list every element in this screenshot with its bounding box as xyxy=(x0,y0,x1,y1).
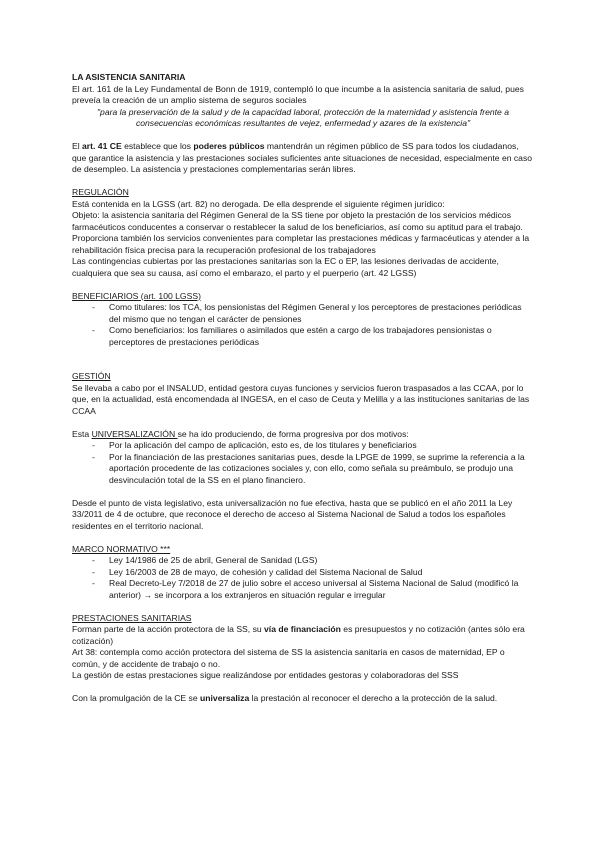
regulacion-heading: REGULACIÓN xyxy=(72,187,129,197)
prestaciones-paragraph: Forman parte de la acción protectora de la SS, su vía de financiación es presupuestos y no cotización (antes sólo era cotización) xyxy=(72,624,525,646)
regulacion-line: Objeto: la asistencia sanitaria del Régimen General de la SS tiene por objeto la prestación de los servicios médicos farmacéuticos conducentes a conservar o restablecer la salud de los beneficiarios, así como su aptitud para el trabajo. xyxy=(72,210,523,232)
intro-paragraph: El art. 161 de la Ley Fundamental de Bonn de 1919, contempló lo que incumbe a la asistencia sanitaria de salud, pues preveía la creación de un amplio sistema de seguros sociales xyxy=(72,83,524,105)
prestaciones-paragraph: Art 38: contempla como acción protectora del sistema de SS la asistencia sanitaria en casos de maternidad, EP o común, y de accidente de trabajo o no. xyxy=(72,647,505,669)
regulacion-line: Está contenida en la LGSS (art. 82) no derogada. De ella desprende el siguiente régimen jurídico: xyxy=(72,198,445,209)
beneficiarios-list xyxy=(72,302,534,348)
regulacion-line: Las contingencias cubiertas por las prestaciones sanitarias son la EC o EP, las lesiones derivadas de accidente, cualquiera que sea su causa, así como el embarazo, el parto y el puerperio (art. 42 LGSS) xyxy=(72,256,499,278)
gestion-paragraph: Se llevaba a cabo por el INSALUD, entidad gestora cuyas funciones y servicios fueron traspasados a las CCAA, por lo que, en la actualidad, está encomendada al INGESA, en el caso de Ceuta y Melilla y a las instituciones sanitarias de las CCAA xyxy=(72,382,530,416)
beneficiarios-heading: BENEFICIARIOS (art. 100 LGSS) xyxy=(72,290,201,301)
marco-list xyxy=(72,555,534,601)
prestaciones-paragraph: La gestión de estas prestaciones sigue realizándose por entidades gestoras y colaboradoras del SSS xyxy=(72,670,459,680)
prestaciones-heading: PRESTACIONES SANITARIAS xyxy=(72,612,192,623)
universalizacion-intro: Esta UNIVERSALIZACIÓN se ha ido produciendo, de forma progresiva por dos motivos: xyxy=(72,428,409,439)
gestion-heading: GESTIÓN xyxy=(72,371,111,381)
quote-paragraph: "para la preservación de la salud y de la capacidad laboral, protección de la maternidad y asistencia frente a consecuencias económicas resultantes de vejez, enfermedad y azares de la existencia" xyxy=(97,106,509,128)
list-item: - Por la financiación de las prestaciones sanitarias pues, desde la LPGE de 1999, se suprime la referencia a la aportación procedente de las cotizaciones sociales y, con ello, como señala su preámbulo, se produjo una desvinculación total de la SS en el plano financiero. xyxy=(92,452,534,487)
list-item: - Ley 16/2003 de 28 de mayo, de cohesión y calidad del Sistema Nacional de Salud xyxy=(92,567,534,579)
list-item: - Como beneficiarios: los familiares o asimilados que estén a cargo de los trabajadores pensionistas o perceptores de prestaciones periódicas xyxy=(92,325,534,348)
universalizacion-list xyxy=(72,440,534,486)
list-item: - Como titulares: los TCA, los pensionistas del Régimen General y los perceptores de prestaciones periódicas del mismo que no tengan el carácter de pensiones xyxy=(92,302,534,325)
regulacion-line: Proporciona también los servicios convenientes para completar las prestaciones médicas y farmacéuticas y atender a la rehabilitación física precisa para la recuperación profesional de los trabajadores xyxy=(72,233,530,255)
list-item: - Real Decreto-Ley 7/2018 de 27 de julio sobre el acceso universal al Sistema Nacional de Salud (modificó la anterior) → se incorpora a los extranjeros en situación regular e irregular xyxy=(92,578,534,601)
universalizacion-closing: Desde el punto de vista legislativo, esta universalización no fue efectiva, hasta que se publicó en el año 2011 la Ley 33/2011 de 4 de octubre, que reconoce el derecho de acceso al Sistema Nacional de Salud a todos los españoles residentes en el territorio nacional. xyxy=(72,497,513,531)
art41-paragraph: El art. 41 CE establece que los poderes públicos mantendrán un régimen público de SS para todos los ciudadanos, que garantice la asistencia y las prestaciones sociales suficientes ante situaciones de necesidad, especialmente en caso de desempleo. La asistencia y prestaciones complementarias serán libres. xyxy=(72,141,533,174)
marco-heading: MARCO NORMATIVO *** xyxy=(72,543,171,554)
document-page xyxy=(72,72,534,705)
list-item: - Ley 14/1986 de 25 de abril, General de Sanidad (LGS) xyxy=(92,555,534,567)
document-title: LA ASISTENCIA SANITARIA xyxy=(72,72,186,82)
prestaciones-closing: Con la promulgación de la CE se universaliza la prestación al reconocer el derecho a la protección de la salud. xyxy=(72,693,498,703)
list-item: - Por la aplicación del campo de aplicación, esto es, de los titulares y beneficiarios xyxy=(92,440,534,452)
